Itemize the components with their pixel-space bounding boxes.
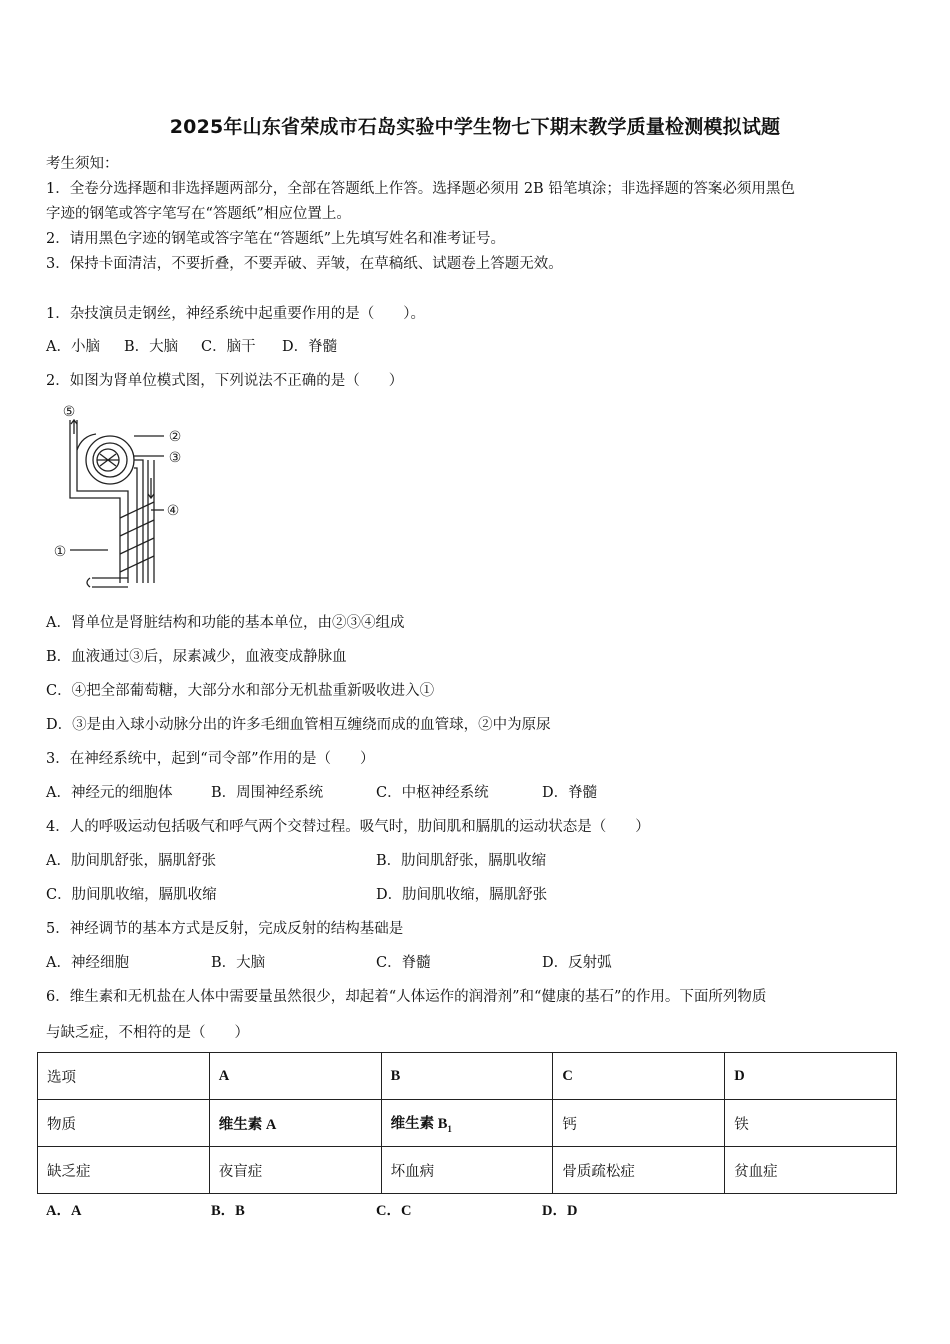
- q3-option-c: C．中枢神经系统: [376, 785, 489, 801]
- table-cell: 铁: [725, 1100, 897, 1147]
- table-cell: A: [209, 1053, 381, 1100]
- q6-option-c: C．C: [376, 1203, 412, 1219]
- diagram-label-4: ④: [166, 503, 180, 519]
- q5-option-c: C．脊髓: [376, 955, 431, 971]
- q6-option-b: B．B: [211, 1203, 245, 1219]
- q2-option-c: C．④把全部葡萄糖，大部分水和部分无机盐重新吸收进入①: [46, 683, 435, 699]
- table-row: [38, 1053, 897, 1100]
- q1-stem: 1．杂技演员走钢丝，神经系统中起重要作用的是（ ）。: [46, 306, 425, 322]
- table-cell: 缺乏症: [38, 1147, 210, 1194]
- table-cell: 钙: [553, 1100, 725, 1147]
- table-cell: 物质: [38, 1100, 210, 1147]
- diagram-label-1: ①: [53, 544, 67, 560]
- diagram-label-2: ②: [168, 429, 182, 445]
- notice-heading: 考生须知：: [46, 156, 119, 172]
- q4-option-d: D．肋间肌收缩，膈肌舒张: [376, 887, 548, 903]
- q2-stem: 2．如图为肾单位模式图，下列说法不正确的是（ ）: [46, 373, 404, 389]
- q3-option-b: B．周围神经系统: [211, 785, 324, 801]
- table-row: [38, 1100, 897, 1147]
- diagram-label-5: ⑤: [62, 404, 76, 420]
- table-cell: 夜盲症: [209, 1147, 381, 1194]
- notice-item-2: 2．请用黑色字迹的钢笔或答字笔在“答题纸”上先填写姓名和准考证号。: [46, 231, 506, 247]
- q4-stem: 4．人的呼吸运动包括吸气和呼气两个交替过程。吸气时，肋间肌和膈肌的运动状态是（ ）: [46, 819, 650, 835]
- q2-option-a: A．肾单位是肾脏结构和功能的基本单位，由②③④组成: [46, 615, 405, 631]
- notice-item-3: 3．保持卡面清洁，不要折叠，不要弄破、弄皱，在草稿纸、试题卷上答题无效。: [46, 256, 563, 272]
- q2-option-b: B．血液通过③后，尿素减少，血液变成静脉血: [46, 649, 347, 665]
- q4-option-a: A．肋间肌舒张，膈肌舒张: [46, 853, 216, 869]
- q3-option-d: D．脊髓: [542, 785, 598, 801]
- q1-option-d: D．脊髓: [282, 339, 338, 355]
- exam-title: 2025年山东省荣成市石岛实验中学生物七下期末教学质量检测模拟试题: [169, 116, 781, 138]
- q6-option-a: A．A: [46, 1203, 82, 1219]
- q6-table: [37, 1052, 897, 1194]
- q6-stem-b: 与缺乏症，不相符的是（ ）: [46, 1025, 249, 1041]
- table-cell: B: [381, 1053, 553, 1100]
- vitamin-b-subscript: 1: [447, 1123, 452, 1134]
- q5-option-a: A．神经细胞: [46, 955, 129, 971]
- q4-option-b: B．肋间肌舒张，膈肌收缩: [376, 853, 547, 869]
- notice-item-1a: 1．全卷分选择题和非选择题两部分，全部在答题纸上作答。选择题必须用 2B 铅笔填涂；非选择题的答案必须用黑色: [46, 181, 795, 197]
- table-row: [38, 1147, 897, 1194]
- q5-option-b: B．大脑: [211, 955, 266, 971]
- table-cell: C: [553, 1053, 725, 1100]
- notice-item-1b: 字迹的钢笔或答字笔写在“答题纸”相应位置上。: [46, 206, 351, 222]
- q6-stem-a: 6．维生素和无机盐在人体中需要量虽然很少，却起着“人体运作的润滑剂”和“健康的基石”的作用。下面所列物质: [46, 989, 767, 1005]
- q1-option-c: C．脑干: [201, 339, 256, 355]
- q5-option-d: D．反射弧: [542, 955, 612, 971]
- table-cell: 骨质疏松症: [553, 1147, 725, 1194]
- q5-stem: 5．神经调节的基本方式是反射，完成反射的结构基础是: [46, 921, 404, 937]
- vitamin-b-label: 维生素 B: [390, 1116, 448, 1133]
- q1-option-b: B．大脑: [124, 339, 179, 355]
- table-cell: 坏血病: [381, 1147, 553, 1194]
- diagram-label-3: ③: [168, 450, 182, 466]
- q2-option-d: D．③是由入球小动脉分出的许多毛细血管相互缠绕而成的血管球，②中为原尿: [46, 717, 551, 733]
- table-cell: D: [725, 1053, 897, 1100]
- q3-stem: 3．在神经系统中，起到“司令部”作用的是（ ）: [46, 751, 375, 767]
- q3-option-a: A．神经元的细胞体: [46, 785, 173, 801]
- table-cell: 维生素 A: [209, 1100, 381, 1147]
- table-cell: 选项: [38, 1053, 210, 1100]
- table-cell: [381, 1100, 553, 1147]
- q1-option-a: A．小脑: [46, 339, 100, 355]
- q6-option-d: D．D: [542, 1203, 578, 1219]
- table-cell: 贫血症: [725, 1147, 897, 1194]
- nephron-diagram: [48, 398, 198, 590]
- q4-option-c: C．肋间肌收缩，膈肌收缩: [46, 887, 217, 903]
